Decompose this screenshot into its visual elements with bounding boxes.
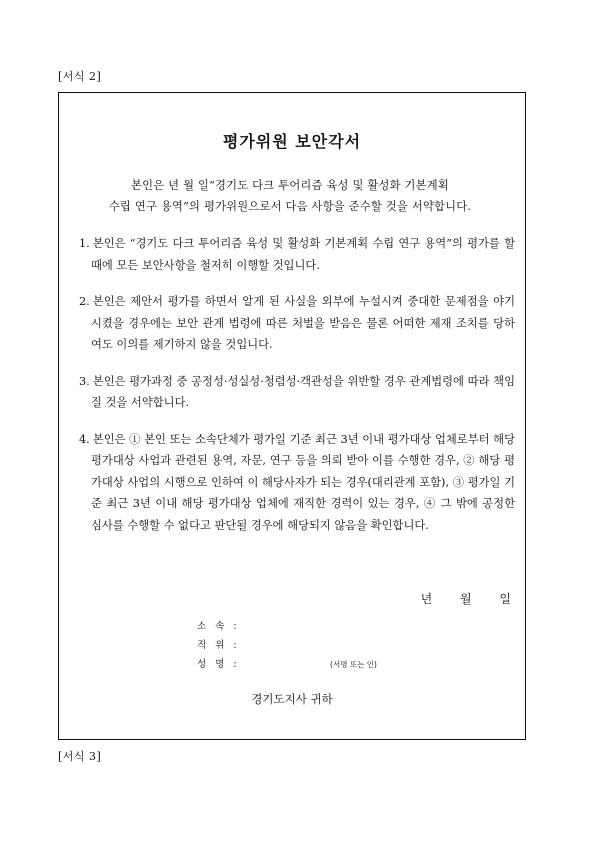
signature-block	[197, 617, 377, 674]
intro-line-1: 본인은 년 월 일“경기도 다크 투어리즘 육성 및 활성화 기본계획	[131, 179, 449, 192]
date-day: 일	[499, 592, 511, 606]
affiliation-label: 소 속 :	[197, 621, 240, 632]
next-form-number-label: [서식 3]	[58, 750, 102, 763]
intro-paragraph	[61, 175, 519, 217]
addressee: 경기도지사 귀하	[251, 692, 333, 706]
signature-note: (서명 또는 인)	[330, 660, 377, 669]
item-number: 3.	[79, 374, 90, 388]
position-label: 직 위 :	[197, 640, 240, 651]
item-text: 본인은 제안서 평가를 하면서 알게 된 사실을 외부에 누설시켜 중대한 문제점을 야기 시켰을 경우에는 보안 관계 법령에 따른 처벌을 받음은 물론 어떠한 제재 조치를 당하여도 이의를 제기하지 않을 것입니다.	[91, 295, 515, 351]
pledge-items	[79, 233, 515, 551]
item-text: 본인은 “경기도 다크 투어리즘 육성 및 활성화 기본계획 수립 연구 용역”의 평가를 할 때에 모든 보안사항을 철저히 이행할 것입니다.	[91, 237, 515, 272]
pledge-item-1	[79, 233, 515, 276]
affiliation-row	[197, 617, 377, 636]
pledge-item-3	[79, 371, 515, 414]
date-year: 년	[420, 592, 433, 606]
name-row	[197, 655, 377, 674]
item-text: 본인은 평가과정 중 공정성·성실성·청렴성·객관성을 위반할 경우 관계법령에 따라 책임질 것을 서약합니다.	[91, 374, 515, 409]
position-row	[197, 636, 377, 655]
pledge-item-4	[79, 429, 515, 537]
name-label: 성 명 :	[197, 659, 240, 670]
item-text: 본인은 ① 본인 또는 소속단체가 평가일 기준 최근 3년 이내 평가대상 업체로부터 해당 평가대상 사업과 관련된 용역, 자문, 연구 등을 의뢰 받아 이를 수행한 경우, ② 해당 평가대상 사업의 시행으로 인하여 이 해당사자가 되는 경우(대리관계 포함), ③ 평가일 기준 최근 3년 이내 해당 평가대상 업체에 재직한 경력이 있는 경우, ④ 그 밖에 공정한 심사를 수행할 수 없다고 판단될 경우에 해당되지 않음을 확인합니다.	[91, 432, 515, 532]
item-number: 2.	[79, 295, 90, 308]
pledge-document	[58, 92, 526, 740]
item-number: 1.	[79, 237, 90, 250]
pledge-item-2	[79, 291, 515, 356]
form-number-label: [서식 2]	[58, 70, 102, 83]
date-month: 월	[459, 592, 472, 606]
document-title: 평가위원 보안각서	[222, 132, 362, 151]
item-number: 4.	[79, 432, 90, 446]
date-line	[397, 590, 511, 607]
intro-line-2: 수립 연구 용역”의 평가위원으로서 다음 사항을 준수할 것을 서약합니다.	[108, 200, 472, 213]
